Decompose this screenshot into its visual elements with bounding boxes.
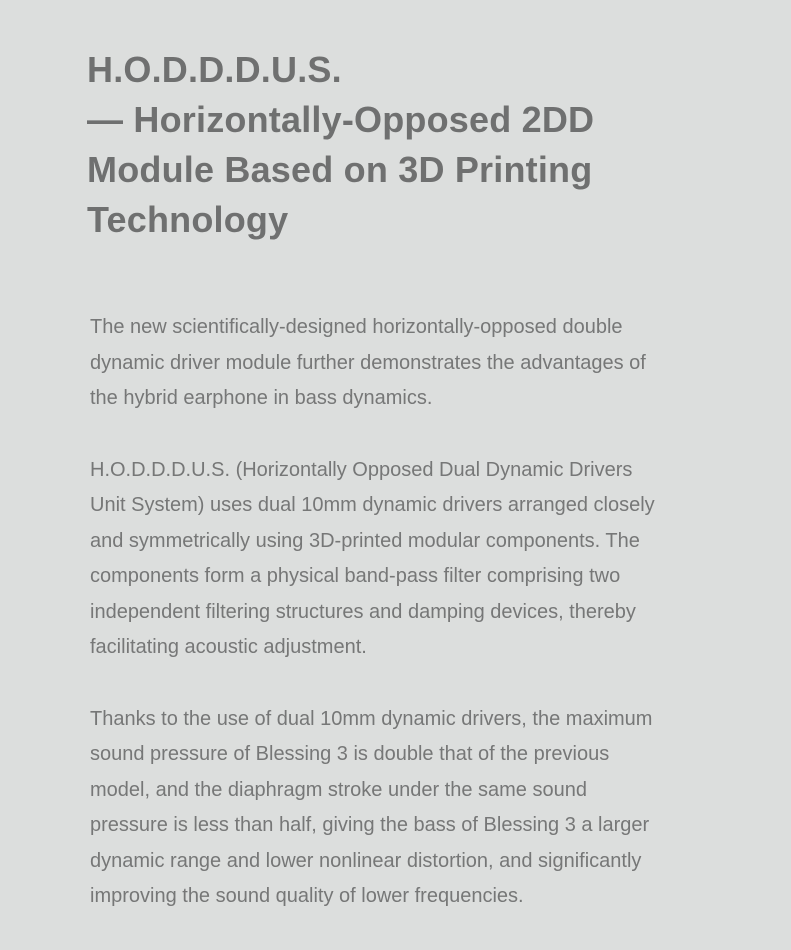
paragraph-line: dynamic range and lower nonlinear distortion, and significantly [90,849,642,872]
paragraph-line: facilitating acoustic adjustment. [90,636,367,658]
paragraph-line: Unit System) uses dual 10mm dynamic drivers arranged closely [90,494,655,516]
paragraph-line: model, and the diaphragm stroke under the same sound [90,778,587,801]
article-body [90,310,700,915]
paragraph-line: improving the sound quality of lower frequencies. [90,885,524,907]
title-line: H.O.D.D.D.U.S. [87,49,342,90]
title-line: — Horizontally-Opposed 2DD [87,99,595,140]
paragraph-line: dynamic driver module further demonstrates the advantages of [90,351,646,374]
paragraph-intro [90,310,700,417]
paragraph-line: Thanks to the use of dual 10mm dynamic drivers, the maximum [90,707,653,730]
page-title [87,45,647,245]
title-line: Module Based on 3D Printing [87,149,593,190]
paragraph-line: H.O.D.D.D.U.S. (Horizontally Opposed Dual Dynamic Drivers [90,458,633,481]
paragraph-line: and symmetrically using 3D-printed modular components. The [90,529,640,552]
paragraph-line: the hybrid earphone in bass dynamics. [90,387,433,409]
paragraph-line: sound pressure of Blessing 3 is double that of the previous [90,743,610,765]
paragraph-line: pressure is less than half, giving the bass of Blessing 3 a larger [90,814,650,836]
title-line: Technology [87,199,289,240]
paragraph-benefits [90,702,700,915]
paragraph-hoddus-description [90,453,700,666]
paragraph-line: independent filtering structures and damping devices, thereby [90,600,636,623]
paragraph-line: The new scientifically-designed horizontally-opposed double [90,316,623,338]
paragraph-line: components form a physical band-pass filter comprising two [90,565,621,587]
